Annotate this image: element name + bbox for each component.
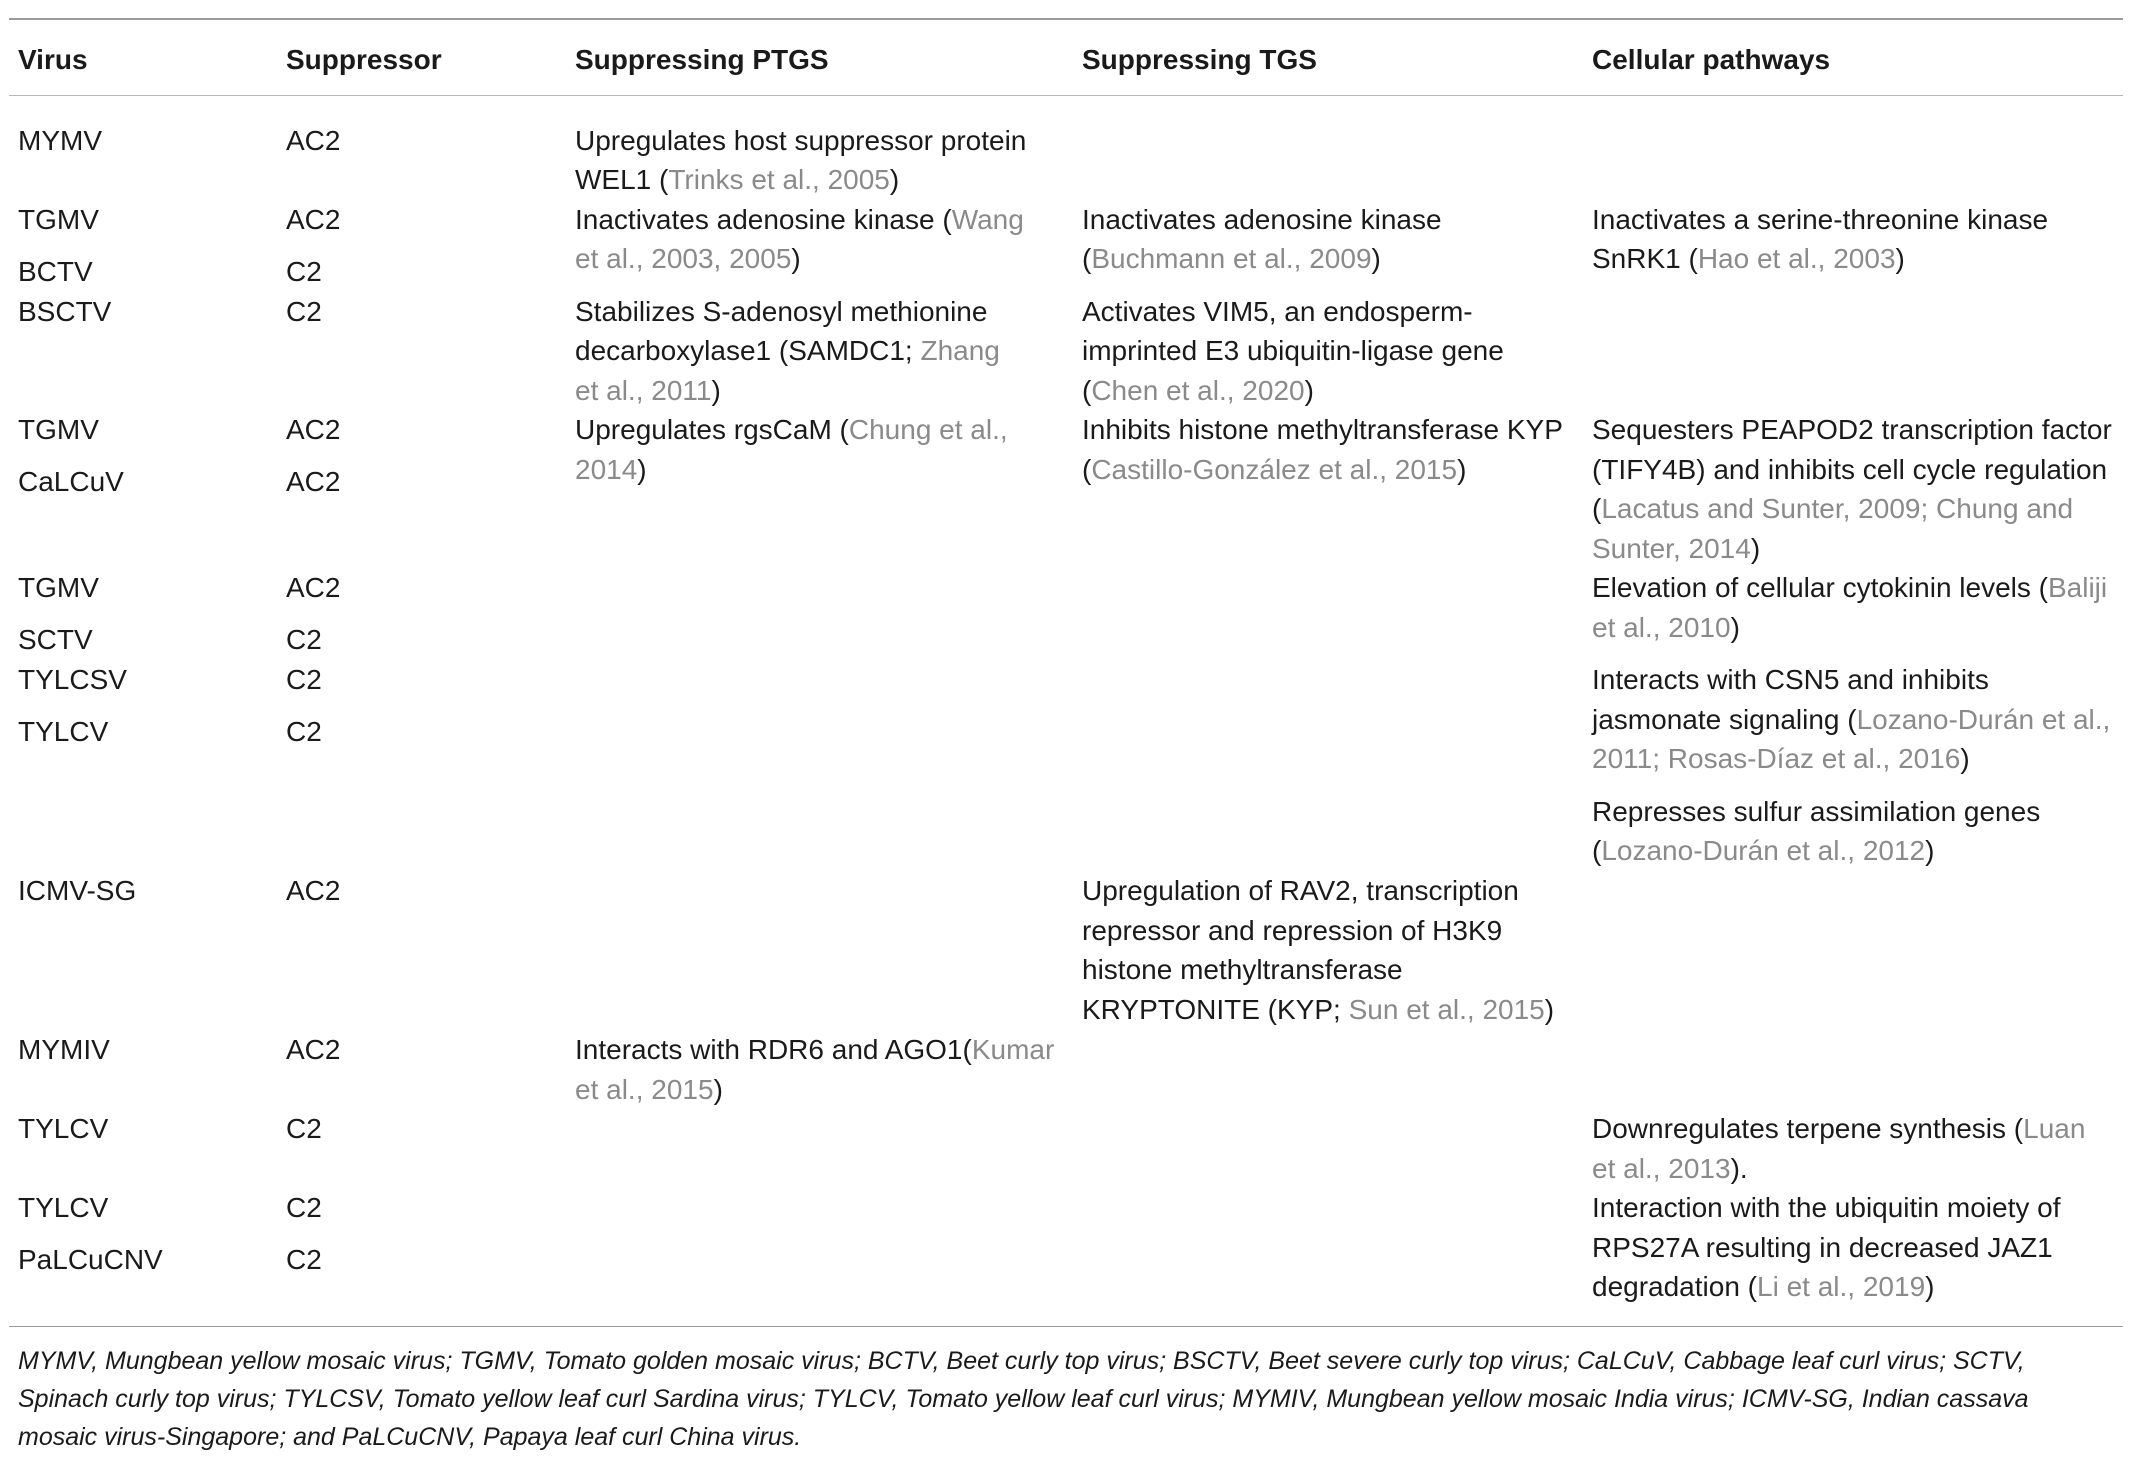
citation-link: Buchmann et al., 2009 — [1091, 243, 1372, 274]
cellular-text-line: (Lacatus and Sunter, 2009; Chung and — [1592, 493, 2074, 524]
tgs-text-line: (Chen et al., 2020) — [1082, 375, 1314, 406]
suppressor-cell: AC2 — [286, 875, 341, 906]
virus-cell: BCTV — [18, 256, 93, 287]
ptgs-text-line: Inactivates adenosine kinase (Wang — [575, 204, 1024, 235]
citation-link: Chung et al., — [848, 414, 1008, 445]
citation-link: Lozano-Durán et al., 2012 — [1601, 835, 1926, 866]
citation-link: Li et al., 2019 — [1757, 1271, 1926, 1302]
citation-link: Baliji — [2047, 572, 2108, 603]
cellular-text-line: et al., 2013). — [1592, 1153, 1748, 1184]
suppressor-cell: AC2 — [286, 125, 341, 156]
citation-link: et al., 2011 — [575, 375, 712, 406]
citation-link: et al., 2010 — [1592, 612, 1731, 643]
citation-link: Hao et al., 2003 — [1697, 243, 1896, 274]
cellular-text-line: et al., 2010) — [1592, 612, 1740, 643]
cellular-text-line: (Lozano-Durán et al., 2012) — [1592, 835, 1935, 866]
virus-cell: TGMV — [18, 572, 99, 603]
citation-link: et al., 2013 — [1592, 1153, 1731, 1184]
suppressor-cell: AC2 — [286, 1034, 341, 1065]
citation-link: Castillo-González et al., 2015 — [1091, 454, 1458, 485]
suppressor-cell: AC2 — [286, 414, 341, 445]
cellular-text-line: Sunter, 2014) — [1592, 533, 1761, 564]
citation-link: Wang — [951, 204, 1024, 235]
ptgs-text-line: et al., 2015) — [575, 1074, 723, 1105]
suppressor-cell: C2 — [286, 256, 322, 287]
cellular-text-line: RPS27A resulting in decreased JAZ1 — [1592, 1232, 2053, 1263]
citation-link: Sunter, 2014 — [1592, 533, 1751, 564]
ptgs-text-line: et al., 2011) — [575, 375, 721, 406]
virus-cell: TYLCV — [18, 716, 109, 747]
table-top-rule — [9, 18, 2123, 20]
cellular-text-line: Interaction with the ubiquitin moiety of — [1592, 1192, 2061, 1223]
ptgs-text-line: Upregulates rgsCaM (Chung et al., — [575, 414, 1008, 445]
suppressor-cell: C2 — [286, 716, 322, 747]
virus-cell: PaLCuCNV — [18, 1244, 163, 1275]
tgs-text-line: (Buchmann et al., 2009) — [1082, 243, 1381, 274]
cellular-text-line: Downregulates terpene synthesis (Luan — [1592, 1113, 2086, 1144]
ptgs-text-line: Upregulates host suppressor protein — [575, 125, 1027, 156]
suppressor-cell: AC2 — [286, 572, 341, 603]
virus-cell: MYMIV — [18, 1034, 110, 1065]
footnote-line: mosaic virus-Singapore; and PaLCuCNV, Papaya leaf curl China virus. — [18, 1423, 802, 1451]
virus-cell: TYLCV — [18, 1113, 109, 1144]
suppressor-cell: AC2 — [286, 204, 341, 235]
virus-cell: SCTV — [18, 624, 93, 655]
cellular-text-line: degradation (Li et al., 2019) — [1592, 1271, 1935, 1302]
tgs-text-line: imprinted E3 ubiquitin-ligase gene — [1082, 335, 1504, 366]
ptgs-text-line: 2014) — [575, 454, 647, 485]
tgs-text-line: Activates VIM5, an endosperm- — [1082, 296, 1473, 327]
cellular-text-line: 2011; Rosas-Díaz et al., 2016) — [1592, 743, 1970, 774]
citation-link: et al., 2015 — [575, 1074, 714, 1105]
header-suppressor: Suppressor — [286, 44, 442, 75]
cellular-text-line: SnRK1 (Hao et al., 2003) — [1592, 243, 1905, 274]
cellular-text-line: jasmonate signaling (Lozano-Durán et al., — [1592, 704, 2111, 735]
citation-link: Lozano-Durán et al., — [1856, 704, 2111, 735]
ptgs-text-line: et al., 2003, 2005) — [575, 243, 801, 274]
virus-cell: BSCTV — [18, 296, 112, 327]
citation-link: 2014 — [575, 454, 638, 485]
ptgs-text-line: Interacts with RDR6 and AGO1(Kumar — [575, 1034, 1055, 1065]
virus-cell: TYLCV — [18, 1192, 109, 1223]
citation-link: Zhang — [920, 335, 1000, 366]
table-bottom-rule — [9, 1326, 2123, 1327]
header-suppressing-ptgs: Suppressing PTGS — [575, 44, 829, 75]
virus-cell: CaLCuV — [18, 466, 124, 497]
header-virus: Virus — [18, 44, 88, 75]
header-cellular-pathways: Cellular pathways — [1592, 44, 1831, 75]
suppressor-cell: C2 — [286, 624, 322, 655]
footnote-line: MYMV, Mungbean yellow mosaic virus; TGMV, Tomato golden mosaic virus; BCTV, Beet curly top virus; BSCTV, Beet severe curly top virus; CaLCuV, Cabbage leaf curl virus; SCTV, — [18, 1347, 2025, 1375]
tgs-text-line: KRYPTONITE (KYP; Sun et al., 2015) — [1082, 994, 1555, 1025]
cellular-text-line: Elevation of cellular cytokinin levels (Baliji — [1592, 572, 2108, 603]
citation-link: Trinks et al., 2005 — [668, 164, 890, 195]
ptgs-text-line: decarboxylase1 (SAMDC1; Zhang — [575, 335, 1000, 366]
suppressor-cell: C2 — [286, 1113, 322, 1144]
citation-link: Sun et al., 2015 — [1348, 994, 1545, 1025]
cellular-text-line: Represses sulfur assimilation genes — [1592, 796, 2041, 827]
suppressor-cell: C2 — [286, 296, 322, 327]
virus-cell: ICMV-SG — [18, 875, 137, 906]
virus-cell: TGMV — [18, 414, 99, 445]
footnote-line: Spinach curly top virus; TYLCSV, Tomato yellow leaf curl Sardina virus; TYLCV, Tomato yellow leaf curl virus; MYMIV, Mungbean yellow mosaic India virus; ICMV-SG, Indian cassava — [18, 1385, 2029, 1413]
tgs-text-line: Upregulation of RAV2, transcription — [1082, 875, 1519, 906]
ptgs-text-line: Stabilizes S-adenosyl methionine — [575, 296, 988, 327]
citation-link: Lacatus and Sunter, 2009; Chung and — [1601, 493, 2074, 524]
tgs-text-line: Inactivates adenosine kinase — [1082, 204, 1442, 235]
citation-link: Kumar — [971, 1034, 1055, 1065]
cellular-text-line: Sequesters PEAPOD2 transcription factor — [1592, 414, 2112, 445]
virus-cell: MYMV — [18, 125, 102, 156]
virus-cell: TYLCSV — [18, 664, 127, 695]
citation-link: Luan — [2023, 1113, 2086, 1144]
suppressor-cell: C2 — [286, 1192, 322, 1223]
cellular-text-line: Interacts with CSN5 and inhibits — [1592, 664, 1989, 695]
citation-link: Chen et al., 2020 — [1091, 375, 1305, 406]
header-suppressing-tgs: Suppressing TGS — [1082, 44, 1317, 75]
cellular-text-line: (TIFY4B) and inhibits cell cycle regulation — [1592, 454, 2108, 485]
tgs-text-line: repressor and repression of H3K9 — [1082, 915, 1503, 946]
header-rule — [9, 95, 2123, 96]
suppressor-cell: C2 — [286, 664, 322, 695]
tgs-text-line: Inhibits histone methyltransferase KYP — [1082, 414, 1563, 445]
virus-cell: TGMV — [18, 204, 99, 235]
table-footnote — [18, 1342, 2118, 1456]
suppressor-cell: C2 — [286, 1244, 322, 1275]
tgs-text-line: histone methyltransferase — [1082, 954, 1403, 985]
tgs-text-line: (Castillo-González et al., 2015) — [1082, 454, 1467, 485]
citation-link: et al., 2003, 2005 — [575, 243, 792, 274]
ptgs-text-line: WEL1 (Trinks et al., 2005) — [575, 164, 900, 195]
cellular-text-line: Inactivates a serine-threonine kinase — [1592, 204, 2049, 235]
citation-link: 2011; Rosas-Díaz et al., 2016 — [1592, 743, 1961, 774]
suppressor-cell: AC2 — [286, 466, 341, 497]
